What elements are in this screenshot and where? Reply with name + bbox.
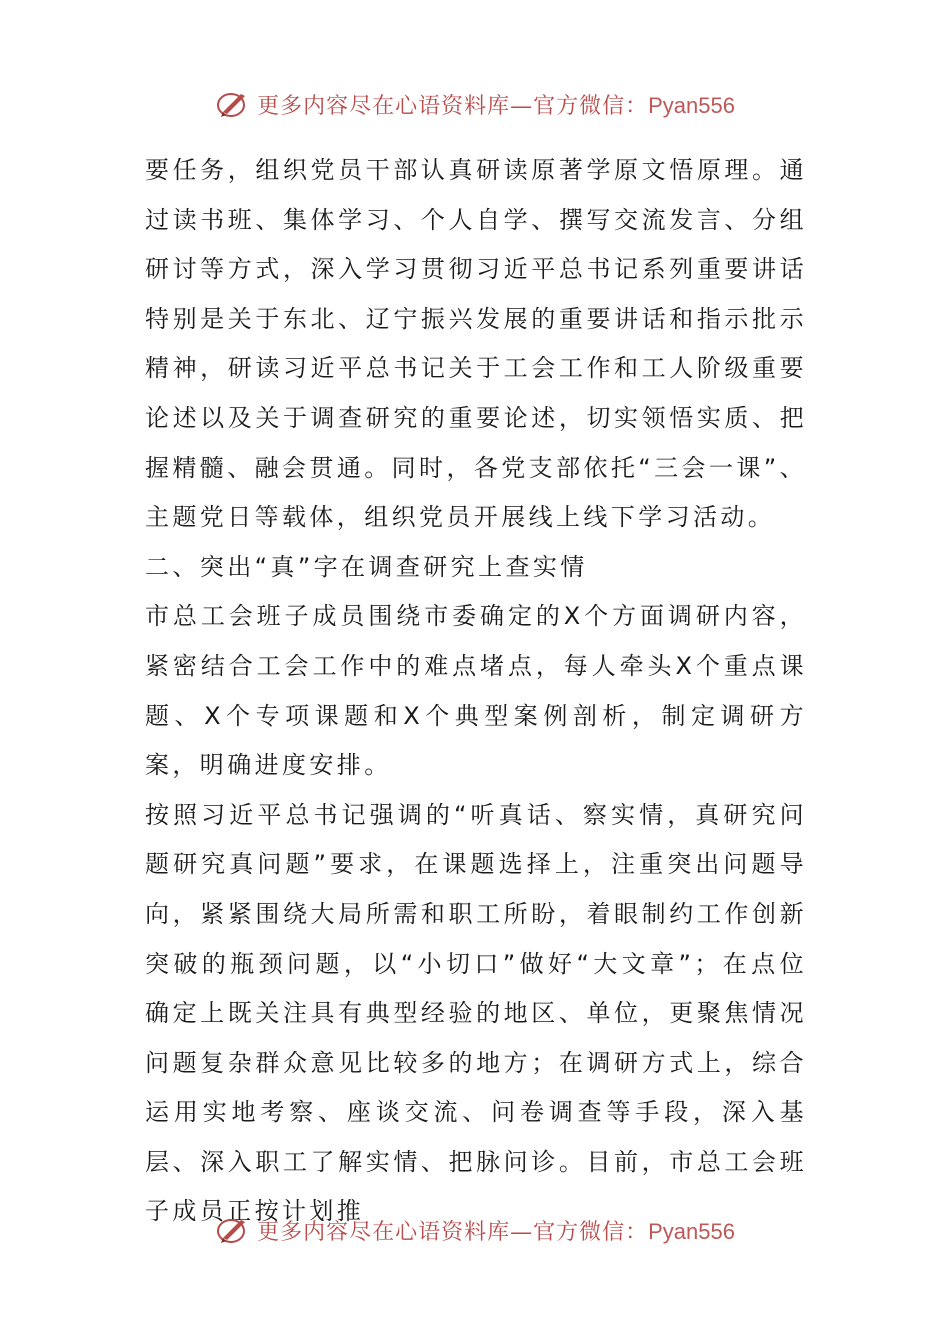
pen-logo-icon <box>215 88 251 120</box>
paragraph-research-topics: 市总工会班子成员围绕市委确定的X个方面调研内容，紧密结合工会工作中的难点堵点，每人牵头X个重点课题、X个专项课题和X个典型案例剖析，制定调研方案，明确进度安排。 <box>145 602 807 780</box>
watermark-footer <box>0 1210 950 1250</box>
document-body <box>145 146 807 1237</box>
paragraph-research-method: 按照习近平总书记强调的“听真话、察实情，真研究问题研究真问题”要求，在课题选择上，注重突出问题导向，紧紧围绕大局所需和职工所盼，着眼制约工作创新突破的瓶颈问题，以“小切口”做好“大文章”；在点位确定上既关注具有典型经验的地区、单位，更聚焦情况问题复杂群众意见比较多的地方；在调研方式上，综合运用实地考察、座谈交流、问卷调查等手段，深入基层、深入职工了解实情、把脉问诊。目前，市总工会班子成员正按计划推 <box>145 800 807 1226</box>
watermark-header <box>0 84 950 124</box>
paragraph-study: 要任务，组织党员干部认真研读原著学原文悟原理。通过读书班、集体学习、个人自学、撰写交流发言、分组研讨等方式，深入学习贯彻习近平总书记系列重要讲话特别是关于东北、辽宁振兴发展的重要讲话和指示批示精神，研读习近平总书记关于工会工作和工人阶级重要论述以及关于调查研究的重要论述，切实领悟实质、把握精髓、融会贯通。同时，各党支部依托“三会一课”、主题党日等载体，组织党员开展线上线下学习活动。 <box>145 156 807 532</box>
pen-logo-icon <box>215 1214 251 1246</box>
watermark-text: 更多内容尽在心语资料库—官方微信：Pyan556 <box>257 1218 735 1245</box>
section-heading-2: 二、突出“真”字在调查研究上查实情 <box>145 552 588 581</box>
watermark-text: 更多内容尽在心语资料库—官方微信：Pyan556 <box>257 92 735 119</box>
